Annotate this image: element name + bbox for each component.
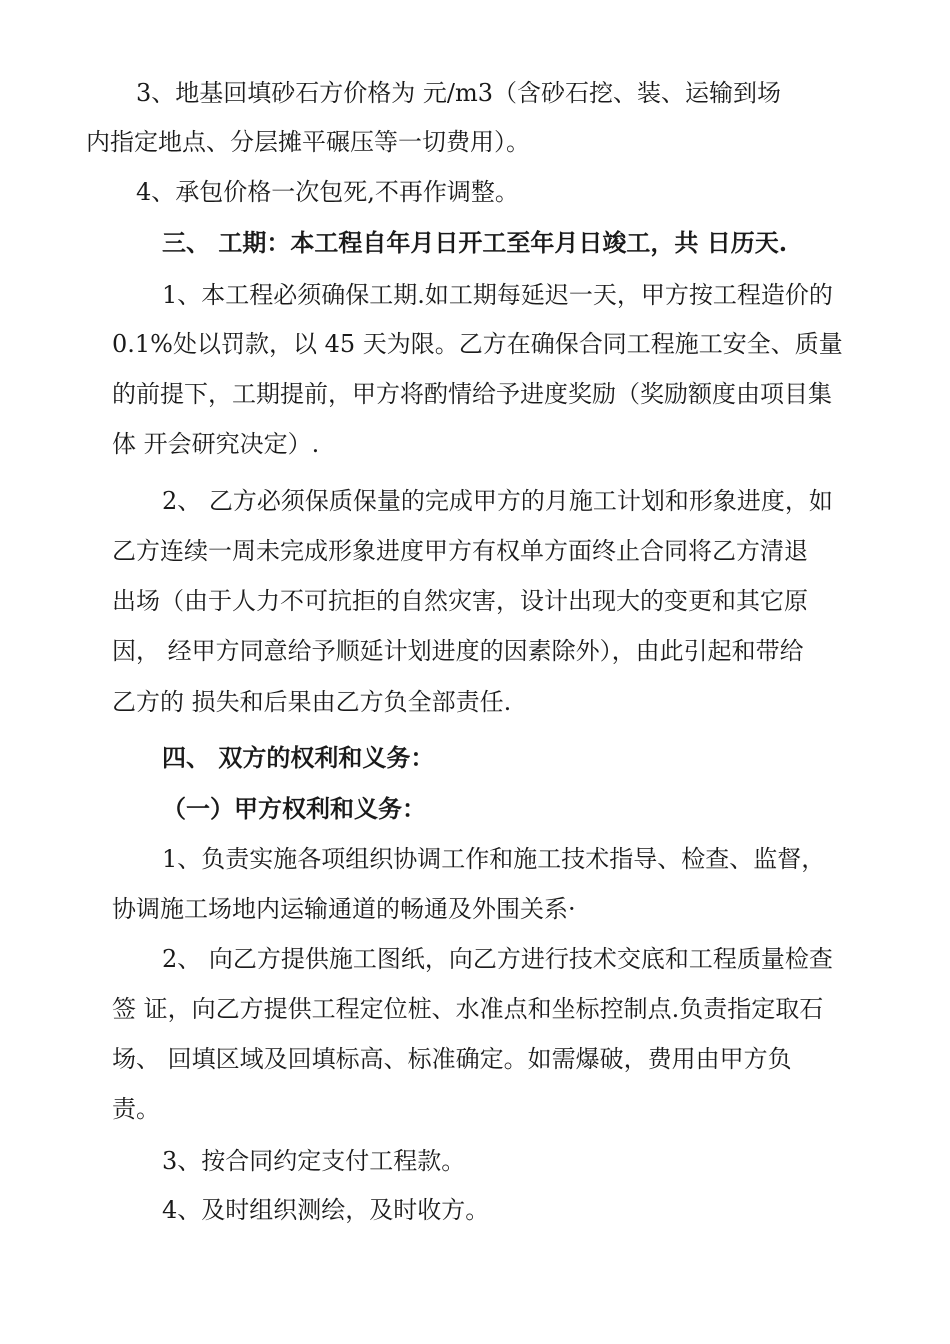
section-4-item-1-line-2: 协调施工场地内运输通道的畅通及外围关系· (112, 895, 576, 923)
clause-3-3-line-2: 内指定地点、分层摊平碾压等一切费用）。 (86, 128, 530, 156)
section-3-item-1-line-2: 0.1%处以罚款，以 45 天为限。乙方在确保合同工程施工安全、质量 (112, 330, 843, 358)
section-4-item-2-line-2: 签 证，向乙方提供工程定位桩、水准点和坐标控制点.负责指定取石 (112, 995, 824, 1023)
section-4-item-3: 3、按合同约定支付工程款。 (162, 1147, 466, 1175)
section-4-item-4: 4、及时组织测绘，及时收方。 (162, 1196, 490, 1224)
section-3-item-2-line-3: 出场（由于人力不可抗拒的自然灾害，设计出现大的变更和其它原 (112, 587, 808, 615)
section-4-item-1-line-1: 1、负责实施各项组织协调工作和施工技术指导、检查、监督， (162, 845, 826, 873)
section-3-item-1-line-3: 的前提下，工期提前，甲方将酌情给予进度奖励（奖励额度由项目集 (112, 380, 832, 408)
section-3-item-2-line-4: 因， 经甲方同意给予顺延计划进度的因素除外），由此引起和带给 (112, 637, 804, 665)
section-4-sub-1-heading: （一）甲方权利和义务： (162, 794, 426, 823)
section-3-item-2-line-2: 乙方连续一周未完成形象进度甲方有权单方面终止合同将乙方清退 (112, 537, 808, 565)
section-3-heading: 三、 工期：本工程自年月日开工至年月日竣工，共 日历天. (162, 228, 788, 257)
section-3-item-1-line-4: 体 开会研究决定）. (112, 430, 320, 458)
section-3-item-2-line-1: 2、 乙方必须保质保量的完成甲方的月施工计划和形象进度，如 (162, 487, 833, 515)
section-4-heading: 四、 双方的权利和义务： (162, 743, 435, 772)
section-4-item-2-line-1: 2、 向乙方提供施工图纸，向乙方进行技术交底和工程质量检查 (162, 945, 833, 973)
section-4-item-2-line-4: 责。 (112, 1095, 160, 1123)
section-4-item-2-line-3: 场、 回填区域及回填标高、标准确定。如需爆破，费用由甲方负 (112, 1045, 792, 1073)
clause-3-3-line-1: 3、地基回填砂石方价格为 元/m3（含砂石挖、装、运输到场 (136, 79, 782, 107)
section-3-item-2-line-5: 乙方的 损失和后果由乙方负全部责任. (112, 688, 512, 716)
section-3-item-1-line-1: 1、本工程必须确保工期.如工期每延迟一天，甲方按工程造价的 (162, 281, 833, 309)
clause-3-4: 4、承包价格一次包死,不再作调整。 (136, 178, 519, 206)
